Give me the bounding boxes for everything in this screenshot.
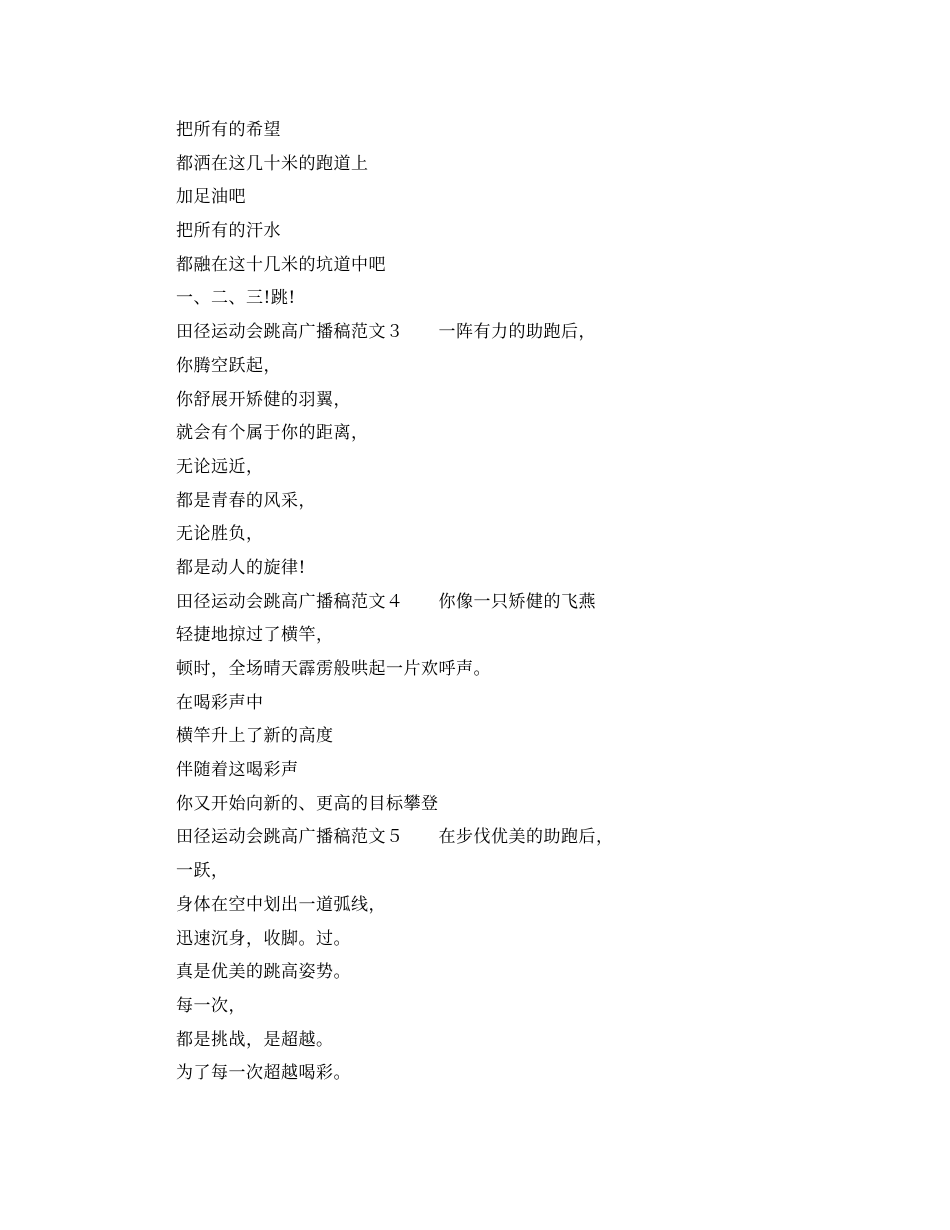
text-line: 都洒在这几十米的跑道上 xyxy=(176,153,369,174)
text-line: 都是挑战，是超越。 xyxy=(176,1029,334,1050)
text-line: 在喝彩声中 xyxy=(176,692,264,713)
text-line: 真是优美的跳高姿势。 xyxy=(176,962,351,983)
text-line: 你舒展开矫健的羽翼， xyxy=(176,389,351,410)
text-line: 横竿升上了新的高度 xyxy=(176,726,334,747)
text-line: 都是动人的旋律! xyxy=(176,557,306,578)
section-heading-line: 田径运动会跳高广播稿范文３ 一阵有力的助跑后， xyxy=(176,322,596,343)
text-line: 身体在空中划出一道弧线， xyxy=(176,894,386,915)
text-line: 一、二、三!跳! xyxy=(176,288,296,309)
text-line: 一跃， xyxy=(176,861,229,882)
text-line: 把所有的汗水 xyxy=(176,221,281,242)
text-line: 就会有个属于你的距离， xyxy=(176,423,369,444)
text-line: 你又开始向新的、更高的目标攀登 xyxy=(176,793,439,814)
section-heading-line: 田径运动会跳高广播稿范文５ 在步伐优美的助跑后， xyxy=(176,827,614,848)
text-line: 无论胜负， xyxy=(176,524,264,545)
text-line: 每一次， xyxy=(176,995,246,1016)
text-line: 都融在这十几米的坑道中吧 xyxy=(176,254,386,275)
text-line: 迅速沉身，收脚。过。 xyxy=(176,928,351,949)
text-line: 都是青春的风采， xyxy=(176,490,316,511)
document-body xyxy=(176,114,876,1091)
text-line: 加足油吧 xyxy=(176,187,246,208)
text-line: 为了每一次超越喝彩。 xyxy=(176,1063,351,1084)
text-line: 无论远近， xyxy=(176,456,264,477)
text-line: 轻捷地掠过了横竿， xyxy=(176,625,334,646)
text-line: 伴随着这喝彩声 xyxy=(176,760,299,781)
section-heading-line: 田径运动会跳高广播稿范文４ 你像一只矫健的飞燕 xyxy=(176,591,596,612)
text-line: 把所有的希望 xyxy=(176,120,281,140)
text-line: 你腾空跃起， xyxy=(176,355,281,376)
text-line: 顿时，全场晴天霹雳般哄起一片欢呼声。 xyxy=(176,659,491,679)
